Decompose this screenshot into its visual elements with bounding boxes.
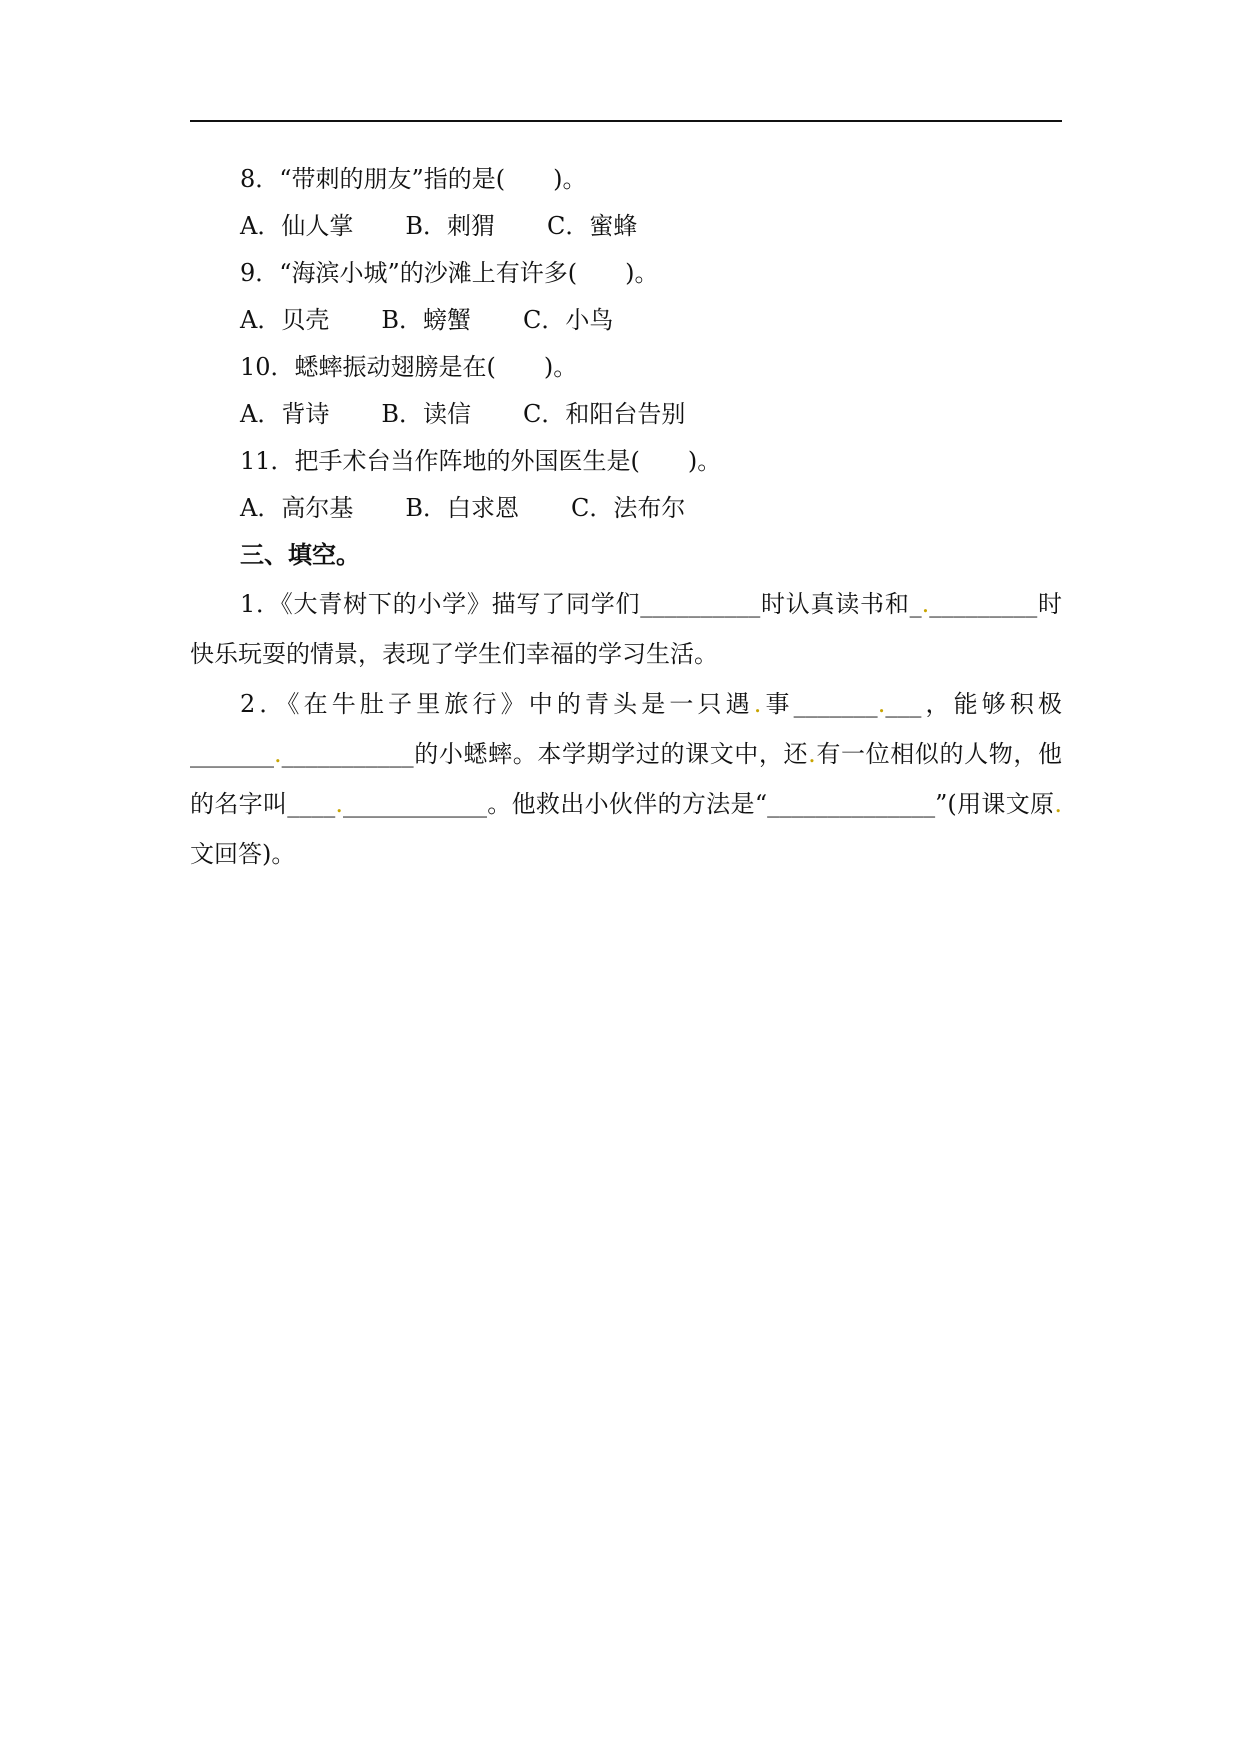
fill-item-1 [190, 579, 1062, 679]
question-11-stem: 11．把手术台当作阵地的外国医生是( )。 [240, 447, 722, 475]
question-10-option-a: A．背诗 [240, 400, 330, 428]
question-11-option-b: B．白求恩 [405, 494, 519, 522]
fill-item-2 [190, 679, 1062, 879]
question-9-option-c: C．小鸟 [522, 306, 614, 334]
fill-item-2-dot-2: . [877, 690, 886, 718]
fill-item-2-part-6: ____________。他救出小伙伴的方法是“______________”(用课文原 [342, 790, 1055, 818]
fill-item-2-dot-4: . [808, 740, 816, 768]
question-8-option-c: C．蜜蜂 [546, 212, 638, 240]
fill-item-2-text [190, 679, 1062, 879]
fill-item-2-dot-1: . [753, 690, 762, 718]
question-10-stem: 10．蟋蟀振动翅膀是在( )。 [240, 353, 578, 381]
question-10-options [190, 391, 1062, 438]
question-11-options [190, 485, 1062, 532]
question-9-option-a: A．贝壳 [240, 306, 330, 334]
question-9-option-b: B．螃蟹 [381, 306, 471, 334]
section-title: 三、填空。 [240, 541, 360, 569]
fill-item-2-part-2: 事_______ [761, 690, 878, 718]
question-10-option-c: C．和阳台告别 [522, 400, 686, 428]
question-8-options [190, 203, 1062, 250]
question-9-options [190, 297, 1062, 344]
question-11-option-c: C．法布尔 [570, 494, 686, 522]
fill-item-2-part-1: 2．《在牛肚子里旅行》中的青头是一只遇 [240, 690, 754, 718]
fill-item-2-dot-5: . [335, 790, 343, 818]
fill-item-2-dot-6: . [1054, 790, 1063, 818]
question-8-option-b: B．刺猬 [405, 212, 495, 240]
question-11-option-a: A．高尔基 [240, 494, 354, 522]
fill-item-2-part-5: 有一位相似的人物，他的名字叫____ [190, 740, 1063, 818]
fill-item-1-text [190, 579, 1062, 679]
question-8-option-a: A．仙人掌 [240, 212, 354, 240]
fill-item-2-part-4: ___________的小蟋蟀。本学期学过的课文中，还 [281, 740, 809, 768]
fill-item-2-dot-3: . [274, 740, 282, 768]
fill-item-1-dot-1: . [921, 590, 930, 618]
fill-item-1-part-2: _________时快乐玩耍的情景，表现了学生们幸福的学习生活。 [190, 590, 1062, 668]
question-8-stem: 8．“带刺的朋友”指的是( )。 [240, 165, 587, 193]
question-10-option-b: B．读信 [381, 400, 471, 428]
fill-item-2-part-3: ___，能够积极_______ [190, 690, 1062, 768]
exercise-content [190, 156, 1062, 879]
fill-item-1-part-1: 1．《大青树下的小学》描写了同学们__________时认真读书和_ [240, 590, 922, 618]
header-rule [190, 120, 1062, 122]
question-9-stem: 9．“海滨小城”的沙滩上有许多( )。 [240, 259, 659, 287]
fill-item-2-part-7: 文回答)。 [190, 840, 296, 868]
